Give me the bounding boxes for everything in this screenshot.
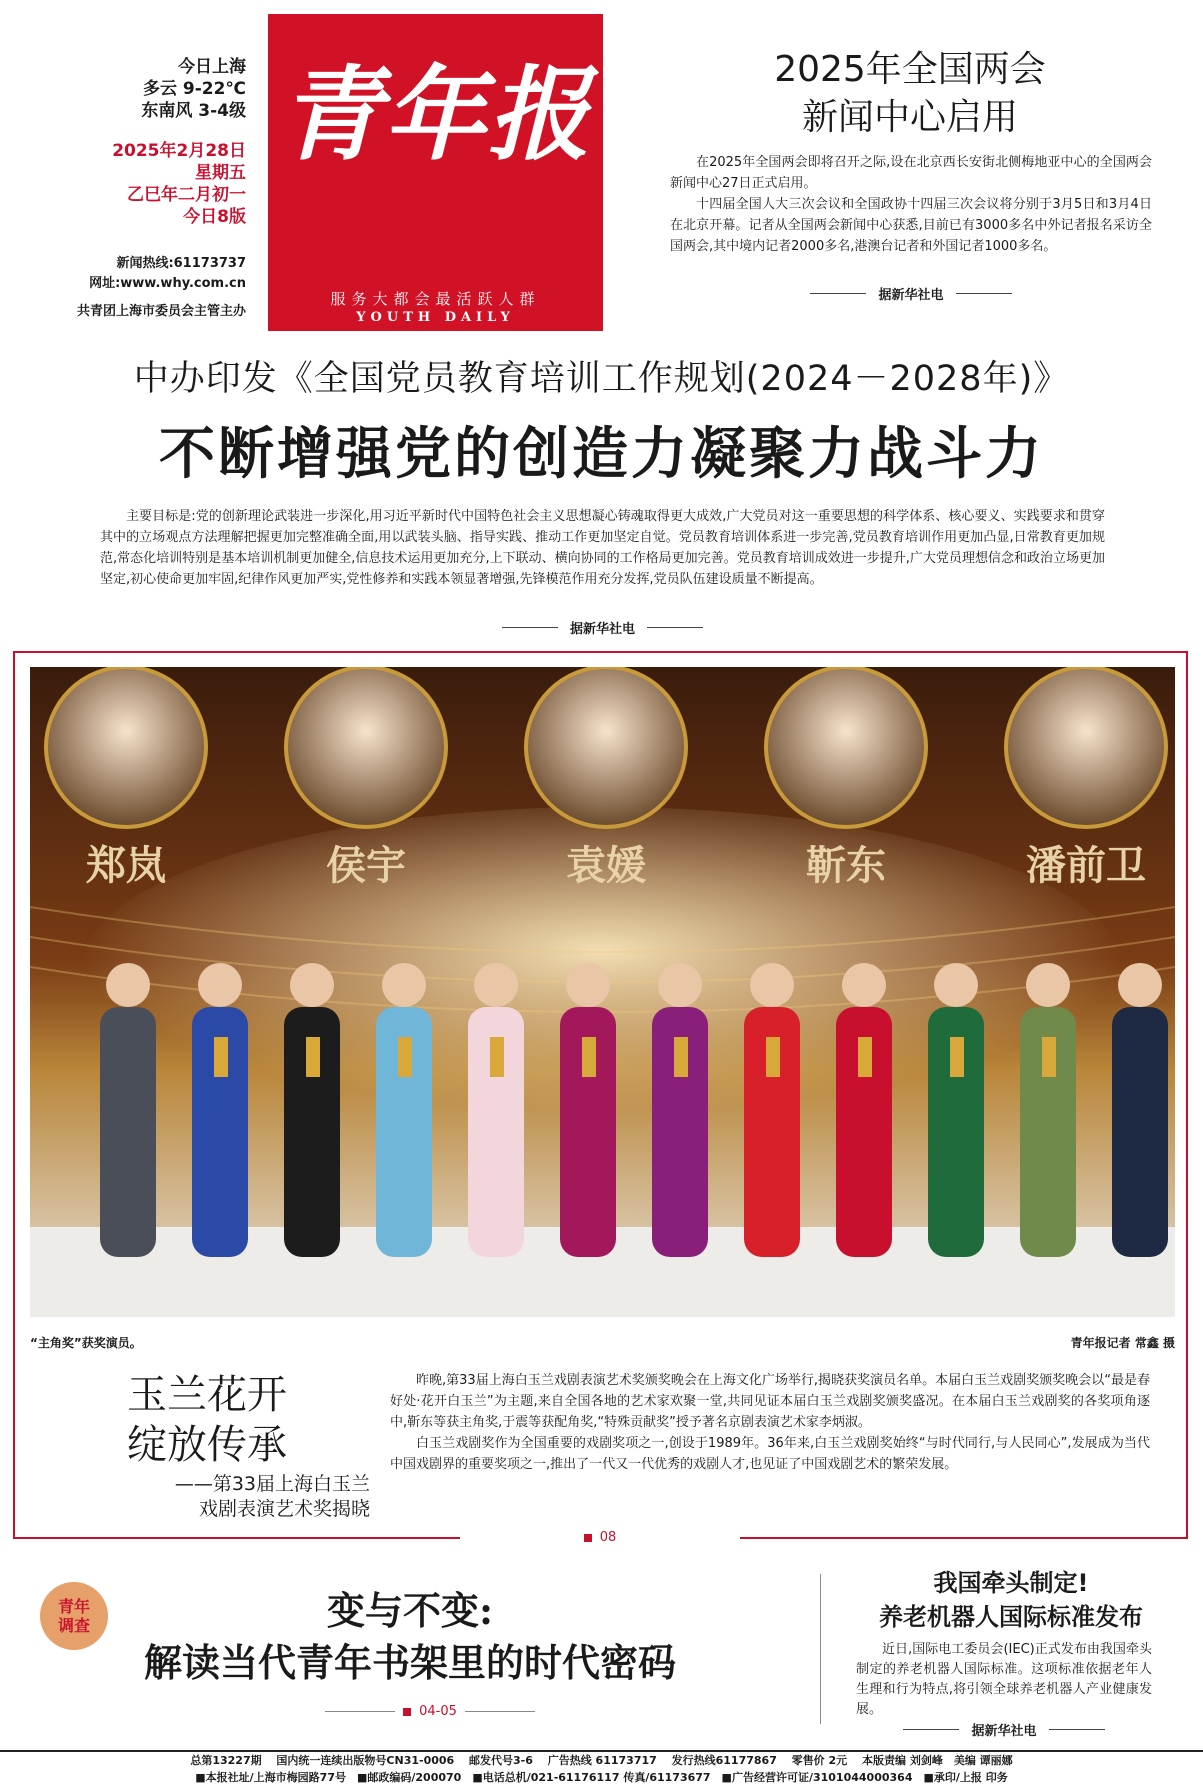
feature-title-line2: 绽放传承 [127,1422,287,1468]
stage-figure-head [1118,963,1162,1007]
feature-title-line1: 玉兰花开 [127,1372,287,1418]
trophy [306,1037,320,1077]
credit-text: 据新华社电 [971,1724,1037,1739]
weather-city: 今日上海 [178,57,246,77]
badge-line2: 调查 [57,1616,90,1635]
right-headline-line1: 我国牵头制定! [933,1569,1089,1597]
trophy [858,1037,872,1077]
feature-paragraph: 昨晚,第33届上海白玉兰戏剧表演艺术奖颁奖晚会在上海文化广场举行,揭晓获奖演员名单。本届白玉兰戏剧奖颁奖晚会以“最是春好处·花开白玉兰”为主题,来自全国各地的艺术家欢聚一堂,共同见证本届白玉兰戏剧奖颁奖盛况。在本届白玉兰戏剧奖的各奖项角逐中,靳东等获主角奖,于震等获配角奖,“特殊贡献奖”授予著名京剧表演艺术家李炳淑。 [390,1373,1150,1430]
news-hotline: 新闻热线:61173737 [116,256,246,271]
screen-name: 潘前卫 [1026,842,1146,889]
bottom-headline-line1: 变与不变: [326,1588,494,1633]
logo-english: YOUTH DAILY [356,310,515,325]
edition-pages: 今日8版 [183,207,246,227]
bottom-page-ref[interactable] [280,1704,580,1719]
feature-paragraph: 白玉兰戏剧奖作为全国重要的戏剧奖项之一,创设于1989年。36年来,白玉兰戏剧奖始终“与时代同行,与人民同心”,发展成为当代中国戏剧界的重要奖项之一,推出了一代又一代优秀的戏剧人才,也见证了中国戏剧艺术的繁荣发展。 [390,1436,1150,1472]
top-story-credit [670,284,1152,303]
logo-text: 青年报 [279,55,592,175]
award-ceremony-photo [30,667,1175,1317]
right-story-headline [836,1566,1186,1634]
bottom-headline-line2: 解读当代青年书架里的时代密码 [143,1640,676,1685]
footer-line2: ■本报社址/上海市梅园路77号 ■邮政编码/200070 ■电话总机/021-61176117 传真/61173677 ■广告经营许可证/3101044000364 ■承印/上报 印务 [195,1771,1008,1784]
feature-subtitle [40,1472,370,1522]
trophy [214,1037,228,1077]
youth-survey-badge [40,1582,108,1650]
bottom-story-headline [130,1585,690,1689]
top-story-body [670,152,1152,257]
lead-headline: 不断增强党的创造力凝聚力战斗力 [159,422,1044,487]
photo-caption: “主角奖”获奖演员。 [30,1336,142,1350]
stage-figure-head [290,963,334,1007]
top-headline-line2: 新闻中心启用 [801,97,1018,138]
page-ref-number: 08 [599,1530,617,1545]
credit-text: 据新华社电 [878,288,944,303]
date-weekday: 星期五 [195,163,246,183]
trophy [582,1037,596,1077]
stage-figure-head [474,963,518,1007]
stage-photo-illustration [30,667,1175,1317]
supervisor-line: 共青团上海市委员会主管主办 [76,304,246,319]
stage-figure-head [566,963,610,1007]
screen-name: 袁媛 [566,842,646,889]
stage-figure-head [934,963,978,1007]
date-lunar: 乙巳年二月初一 [127,185,246,205]
date-block [60,140,246,228]
feature-subtitle-line1: ——第33届上海白玉兰 [174,1473,370,1495]
weather-block [60,56,246,122]
footer-line1: 总第13227期 国内统一连续出版物号CN31-0006 邮发代号3-6 广告热线 61173717 发行热线61177867 零售价 2元 本版责编 刘剑峰 美编 谭丽娜 [190,1754,1013,1767]
column-divider [820,1574,821,1724]
weather-wind: 东南风 3-4级 [141,101,246,121]
newspaper-logo [268,14,603,331]
logo-slogan: 服务大都会最活跃人群 [330,290,541,308]
feature-subtitle-line2: 戏剧表演艺术奖揭晓 [198,1498,370,1520]
lead-credit [100,618,1105,637]
stage-figure-head [842,963,886,1007]
top-headline-line1: 2025年全国两会 [774,49,1046,90]
page-ref-number: 04-05 [419,1704,457,1719]
website: 网址:www.why.com.cn [89,276,246,291]
stage-figure-head [658,963,702,1007]
stage-figure-head [198,963,242,1007]
feature-body [390,1370,1150,1475]
top-story-paragraph: 十四届全国人大三次会议和全国政协十四届三次会议将分别于3月5日和3月4日在北京开幕。记者从全国两会新闻中心获悉,目前已有3000多名中外记者报名采访全国两会,其中境内记者2000多名,港澳台记者和外国记者1000多名。 [670,197,1152,254]
trophy [766,1037,780,1077]
stage-figure-head [1026,963,1070,1007]
trophy [398,1037,412,1077]
photo-credit: 青年报记者 常鑫 摄 [1070,1336,1175,1350]
date-gregorian: 2025年2月28日 [112,141,246,161]
weather-temp: 多云 9-22℃ [142,79,246,99]
screen-name: 郑岚 [86,842,166,889]
footer [0,1750,1203,1786]
right-headline-line2: 养老机器人国际标准发布 [879,1603,1143,1631]
trophy [950,1037,964,1077]
lead-kicker: 中办印发《全国党员教育培训工作规划(2024－2028年)》 [133,359,1070,399]
lead-body: 主要目标是:党的创新理论武装进一步深化,用习近平新时代中国特色社会主义思想凝心铸魂取得更大成效,广大党员对这一重要思想的科学体系、核心要义、实践要求和贯穿其中的立场观点方法理解把握更加完整准确全面,用以武装头脑、指导实践、推动工作更加坚定自觉。党员教育培训体系进一步完善,党员教育培训作用更加凸显,日常教育更加规范,常态化培训特别是基本培训机制更加健全,信息技术运用更加充分,上下联动、横向协同的工作格局更加完善。党员教育培训成效进一步提升,广大党员理想信念和政治立场更加坚定,初心使命更加牢固,纪律作风更加严实,党性修养和实践本领显著增强,先锋模范作用充分发挥,党员队伍建设质量不断提高。 [100,509,1105,587]
feature-title [82,1370,332,1470]
badge-line1: 青年 [57,1597,90,1616]
stage-figure-head [106,963,150,1007]
stage-figure [100,1007,156,1257]
top-story-paragraph: 在2025年全国两会即将召开之际,设在北京西长安街北侧梅地亚中心的全国两会新闻中心27日正式启用。 [670,155,1152,191]
trophy [1042,1037,1056,1077]
contact-block [20,254,246,294]
right-story-credit [856,1720,1152,1739]
stage-figure [1112,1007,1168,1257]
top-story-headline [660,46,1160,142]
feature-page-ref[interactable] [460,1530,740,1545]
stage-figure-head [750,963,794,1007]
trophy [674,1037,688,1077]
trophy [490,1037,504,1077]
credit-text: 据新华社电 [569,622,635,637]
screen-name: 靳东 [806,842,886,889]
screen-name: 侯宇 [326,842,406,889]
stage-figure-head [382,963,426,1007]
right-story-body: 近日,国际电工委员会(IEC)正式发布由我国牵头制定的养老机器人国际标准。这项标准依据老年人生理和行为特点,将引领全球养老机器人产业健康发展。 [856,1642,1152,1717]
